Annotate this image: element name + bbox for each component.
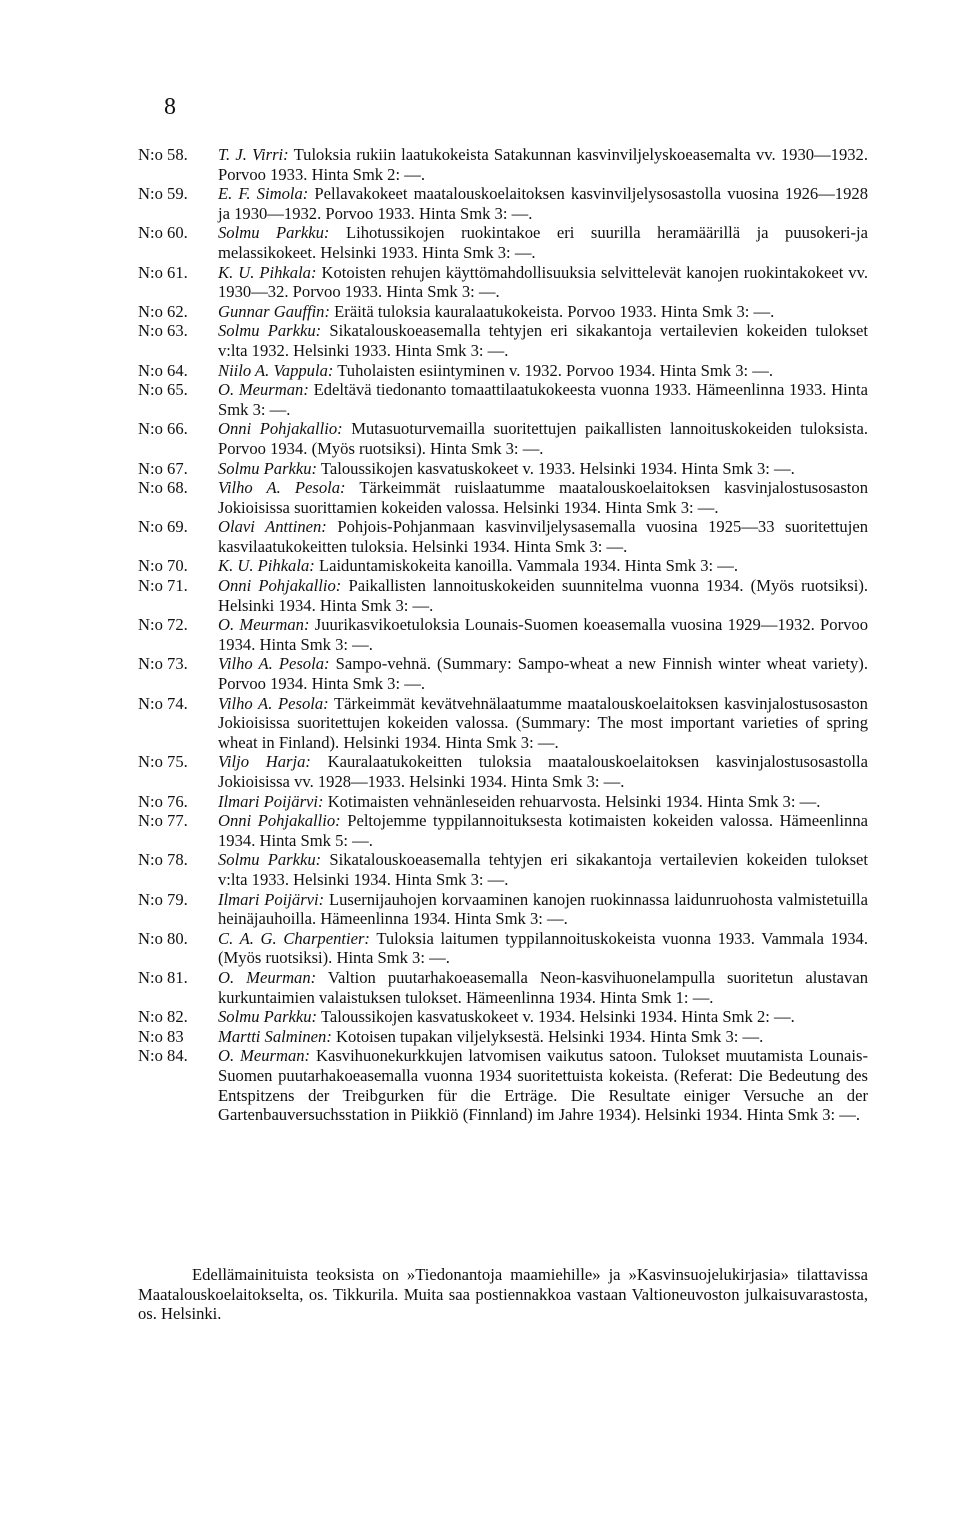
entry-author: Onni Pohjakallio: [218, 419, 343, 439]
entry-number: N:o 72. [138, 615, 188, 635]
entry-title: Tärkeimmät ruislaatumme maatalouskoelaitoksen kasvinjalostusosaston Jokioisissa suorittamien kokeiden valossa. Helsinki 1934. Hinta Smk 3: —. [218, 478, 868, 517]
entry-title: Sikatalouskoeasemalla tehtyjen eri sikakantoja vertailevien kokeiden tulokset v:lta 1932. Helsinki 1933. Hinta Smk 3: —. [218, 321, 869, 360]
entry-text [218, 929, 868, 968]
list-item [138, 419, 868, 458]
entry-text [218, 321, 868, 360]
entry-number: N:o 74. [138, 693, 188, 713]
entry-title: Kotimaisten vehnänleseiden rehuarvosta. Helsinki 1934. Hinta Smk 3: —. [323, 791, 821, 811]
list-item [138, 517, 868, 556]
entry-number: N:o 69. [138, 517, 188, 537]
page-number: 8 [164, 94, 176, 120]
entry-text [218, 615, 868, 654]
entry-text [218, 890, 868, 929]
entry-title: Taloussikojen kasvatuskokeet v. 1934. Helsinki 1934. Hinta Smk 2: —. [317, 1007, 795, 1027]
entry-author: Olavi Anttinen: [218, 517, 327, 537]
entry-author: Onni Pohjakallio: [218, 811, 341, 831]
entry-title: Mutasuoturvemailla suoritettujen paikallisten lannoituskokeiden tuloksista. Porvoo 1934. (Myös ruotsiksi). Hinta Smk 3: —. [218, 419, 868, 458]
entry-title: Laiduntamiskokeita kanoilla. Vammala 1934. Hinta Smk 3: —. [314, 556, 739, 576]
entry-text [218, 811, 868, 850]
entry-number: N:o 75. [138, 752, 188, 772]
list-item [138, 752, 868, 791]
entry-number: N:o 70. [138, 556, 188, 576]
list-item [138, 380, 868, 419]
entry-text [218, 184, 868, 223]
entry-author: Solmu Parkku: [218, 321, 322, 341]
entry-author: O. Meurman: [218, 967, 317, 987]
entry-number: N:o 79. [138, 889, 188, 909]
entry-title: Pohjois-Pohjanmaan kasvinviljelysasemalla vuosina 1925—33 suoritettujen kasvilaatukokeitten tuloksia. Helsinki 1934. Hinta Smk 3: —. [218, 517, 868, 556]
entry-title: Juurikasvikoetuloksia Lounais-Suomen koeasemalla vuosina 1929—1932. Porvoo 1934. Hinta Smk 3: —. [218, 615, 868, 654]
entry-author: Onni Pohjakallio: [218, 576, 342, 596]
entry-text [218, 752, 868, 791]
entry-number: N:o 81. [138, 967, 188, 987]
entry-title: Pellavakokeet maatalouskoelaitoksen kasvinviljelysosastolla vuosina 1926—1928 ja 1930—1932. Porvoo 1933. Hinta Smk 3: —. [218, 184, 868, 223]
list-item [138, 929, 868, 968]
entry-text [218, 263, 868, 302]
entry-text [218, 694, 868, 753]
entry-text [218, 792, 868, 812]
entry-title: Kauralaatukokeitten tuloksia maatalouskoelaitoksen kasvinjalostusosastolla Jokioisissa vv. 1928—1933. Helsinki 1934. Hinta Smk 3: —. [218, 752, 868, 791]
entry-number: N:o 77. [138, 811, 188, 831]
entry-author: E. F. Simola: [218, 184, 309, 204]
list-item [138, 576, 868, 615]
list-item [138, 615, 868, 654]
entry-author: Solmu Parkku: [218, 223, 330, 243]
entry-number: N:o 61. [138, 262, 188, 282]
entry-title: Kotoisen tupakan viljelyksestä. Helsinki 1934. Hinta Smk 3: —. [331, 1026, 764, 1046]
entry-text [218, 419, 868, 458]
list-item [138, 654, 868, 693]
entry-author: Ilmari Poijärvi: [218, 889, 325, 909]
entry-text [218, 1027, 868, 1047]
entry-text [218, 968, 868, 1007]
entry-number: N:o 83 [138, 1026, 184, 1046]
entry-text [218, 145, 868, 184]
list-item [138, 811, 868, 850]
entry-number: N:o 68. [138, 478, 188, 498]
entry-text [218, 576, 868, 615]
entry-text [218, 223, 868, 262]
list-item [138, 694, 868, 753]
list-item [138, 145, 868, 184]
entry-number: N:o 78. [138, 850, 188, 870]
entry-number: N:o 58. [138, 145, 188, 164]
list-item [138, 459, 868, 479]
entry-number: N:o 67. [138, 458, 188, 478]
entry-text [218, 361, 868, 381]
entry-title: Sampo-vehnä. (Summary: Sampo-wheat a new Finnish winter wheat variety). Porvoo 1934. Hinta Smk 3: —. [218, 654, 868, 694]
entry-text [218, 478, 868, 517]
entry-title: Taloussikojen kasvatuskokeet v. 1933. Helsinki 1934. Hinta Smk 3: —. [317, 458, 795, 478]
list-item [138, 361, 868, 381]
entry-author: Vilho A. Pesola: [218, 654, 330, 674]
entry-author: Ilmari Poijärvi: [218, 791, 324, 811]
list-item [138, 556, 868, 576]
publication-list [138, 145, 868, 1125]
entry-author: C. A. G. Charpentier: [218, 928, 370, 948]
entry-number: N:o 71. [138, 576, 188, 596]
list-item [138, 184, 868, 223]
entry-title: Lihotussikojen ruokintakoe eri suurilla heramäärillä ja puusokeri-ja melassikokeet. Helsinki 1933. Hinta Smk 3: —. [218, 223, 868, 262]
entry-author: Gunnar Gauffin: [218, 301, 331, 321]
list-item [138, 850, 868, 889]
list-item [138, 968, 868, 1007]
list-item [138, 1046, 868, 1124]
entry-author: Solmu Parkku: [218, 1007, 318, 1027]
entry-title: Eräitä tuloksia kauralaatukokeista. Porvoo 1933. Hinta Smk 3: —. [330, 301, 775, 321]
entry-number: N:o 60. [138, 223, 188, 243]
entry-author: O. Meurman: [218, 380, 309, 400]
entry-title: Sikatalouskoeasemalla tehtyjen eri sikakantoja vertailevien kokeiden tulokset v:lta 1933. Helsinki 1934. Hinta Smk 3: —. [218, 850, 869, 889]
entry-text [218, 654, 868, 693]
entry-title: Tuloksia rukiin laatukokeista Satakunnan kasvinviljelyskoeasemalta vv. 1930—1932. Porvoo 1933. Hinta Smk 2: —. [218, 145, 868, 184]
entry-number: N:o 65. [138, 380, 188, 400]
entry-number: N:o 80. [138, 928, 188, 948]
entry-number: N:o 59. [138, 184, 188, 204]
entry-text [218, 1046, 868, 1124]
entry-title: Tuholaisten esiintyminen v. 1932. Porvoo 1934. Hinta Smk 3: —. [333, 360, 774, 380]
entry-number: N:o 66. [138, 419, 188, 439]
list-item [138, 1007, 868, 1027]
entry-author: Niilo A. Vappula: [218, 360, 334, 380]
entry-author: Solmu Parkku: [218, 458, 318, 478]
entry-title: Kasvihuonekurkkujen latvomisen vaikutus satoon. Tulokset muutamista Lounais-Suomen puutarhakoeasemalla vuonna 1934 suoritettuista kokeista. (Referat: Die Bedeutung des Entspitzens der Treibgurken für die Erträge. Die Resultate einiger Versuche an der Gartenbauversuchsstation in Piikkiö (Finnland) im Jahre 1934). Helsinki 1934. Hinta Smk 3: —. [218, 1046, 868, 1125]
entry-number: N:o 64. [138, 360, 188, 380]
entry-text [218, 380, 868, 419]
entry-title: Edeltävä tiedonanto tomaattilaatukokeesta vuonna 1933. Hämeenlinna 1933. Hinta Smk 3: —. [218, 380, 868, 419]
entry-author: K. U. Pihkala: [218, 556, 315, 576]
entry-title: Peltojemme typpilannoituksesta kotimaisten kokeiden valossa. Hämeenlinna 1934. Hinta Smk 5: —. [218, 811, 868, 850]
entry-title: Kotoisten rehujen käyttömahdollisuuksia selvittelevät kanojen ruokintakokeet vv. 1930—32. Porvoo 1933. Hinta Smk 3: —. [218, 262, 868, 302]
list-item [138, 263, 868, 302]
entry-author: Vilho A. Pesola: [218, 478, 346, 498]
entry-number: N:o 63. [138, 321, 188, 341]
entry-author: K. U. Pihkala: [218, 262, 317, 282]
entry-author: T. J. Virri: [218, 145, 289, 164]
list-item [138, 302, 868, 322]
entry-author: Martti Salminen: [218, 1026, 332, 1046]
entry-number: N:o 73. [138, 654, 188, 674]
entry-title: Tärkeimmät kevätvehnälaatumme maatalouskoelaitoksen kasvinjalostusosaston Jokioisissa suoritettujen kokeiden valossa. (Summary: The most important varieties of spring wheat in Finland). Helsinki 1934. Hinta Smk 3: —. [218, 693, 868, 752]
list-item [138, 792, 868, 812]
list-item [138, 321, 868, 360]
list-item [138, 478, 868, 517]
entry-author: Solmu Parkku: [218, 850, 322, 870]
list-item [138, 223, 868, 262]
entry-author: O. Meurman: [218, 1046, 311, 1066]
entry-number: N:o 76. [138, 791, 188, 811]
entry-text [218, 302, 868, 322]
entry-number: N:o 62. [138, 301, 188, 321]
entry-title: Paikallisten lannoituskokeiden suunnitelma vuonna 1934. (Myös ruotsiksi). Helsinki 1934. Hinta Smk 3: —. [218, 576, 868, 615]
entry-text [218, 1007, 868, 1027]
entry-text [218, 556, 868, 576]
entry-text [218, 459, 868, 479]
entry-title: Tuloksia laitumen typpilannoituskokeista vuonna 1933. Vammala 1934. (Myös ruotsiksi). Hinta Smk 3: —. [218, 928, 868, 968]
entry-text [218, 517, 868, 556]
ordering-note: Edellämainituista teoksista on »Tiedonantoja maamiehille» ja »Kasvinsuojelukirjasia» tilattavissa Maatalouskoelaitokselta, os. Tikkurila. Muita saa postiennakkoa vastaan Valtioneuvoston julkaisuvarastosta, os. Helsinki. [138, 1265, 868, 1324]
entry-author: Vilho A. Pesola: [218, 693, 329, 713]
list-item [138, 1027, 868, 1047]
entry-author: Viljo Harja: [218, 752, 311, 772]
list-item [138, 890, 868, 929]
entry-title: Lusernijauhojen korvaaminen kanojen ruokinnassa laidunruohosta valmistetuilla heinäjauhoilla. Hämeenlinna 1934. Hinta Smk 3: —. [218, 889, 868, 929]
entry-author: O. Meurman: [218, 615, 310, 635]
entry-title: Valtion puutarhakoeasemalla Neon-kasvihuonelampulla suoritetun alustavan kurkuntaimien valaistuksen tulokset. Hämeenlinna 1934. Hinta Smk 1: —. [218, 967, 869, 1007]
entry-number: N:o 82. [138, 1007, 188, 1027]
entry-number: N:o 84. [138, 1046, 188, 1066]
entry-text [218, 850, 868, 889]
